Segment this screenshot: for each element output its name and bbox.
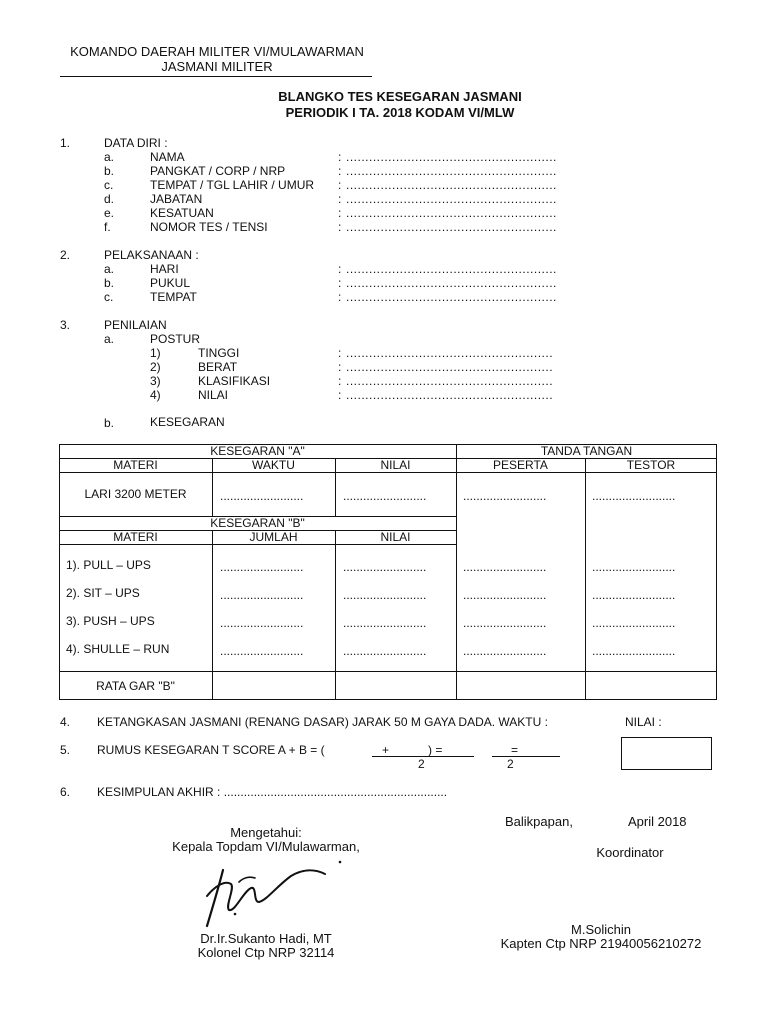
s1-label-jabatan: JABATAN <box>150 192 203 206</box>
sit-ups-nilai-field[interactable]: ......................... <box>343 588 427 602</box>
postur-number: 3) <box>150 374 161 388</box>
mengetahui-label: Mengetahui: <box>230 825 302 840</box>
header-nilai-b: NILAI <box>380 530 411 544</box>
s2-colon: : <box>338 290 342 304</box>
s1-colon: : <box>338 150 342 164</box>
section2-heading: PELAKSANAAN : <box>104 248 199 262</box>
postur-label-klasifikasi: KLASIFIKASI <box>198 374 271 388</box>
s1-field-nomor-tes[interactable]: ....................................................... <box>346 220 557 234</box>
table-rule <box>212 530 213 700</box>
formula-equals: = <box>511 743 519 757</box>
shuttle-run-nilai-field[interactable]: ......................... <box>343 644 427 658</box>
handwritten-signature <box>195 856 355 936</box>
s2-letter: b. <box>104 276 115 290</box>
s1-letter: c. <box>104 178 114 192</box>
s1-colon: : <box>338 206 342 220</box>
push-ups-jumlah-field[interactable]: ......................... <box>220 616 304 630</box>
push-ups-testor-sign[interactable]: ......................... <box>592 616 676 630</box>
section4-text: KETANGKASAN JASMANI (RENANG DASAR) JARAK 50 M GAYA DADA. WAKTU : <box>97 715 548 729</box>
postur-colon: : <box>338 346 342 360</box>
s3-label-kesegaran: KESEGARAN <box>150 415 225 429</box>
left-signer-name: Dr.Ir.Sukanto Hadi, MT <box>200 931 332 946</box>
s2-field-pukul[interactable]: ....................................................... <box>346 276 557 290</box>
s2-letter: a. <box>104 262 115 276</box>
postur-colon: : <box>338 374 342 388</box>
right-signer-rank: Kapten Ctp NRP 21940056210272 <box>500 936 702 951</box>
row-shuttle-run-label: 4). SHULLE – RUN <box>66 642 170 656</box>
section1-heading: DATA DIRI : <box>104 136 168 150</box>
s2-label-tempat: TEMPAT <box>150 290 197 304</box>
letterhead <box>58 44 376 74</box>
letterhead-underline <box>60 76 372 77</box>
koordinator-title: Koordinator <box>596 845 664 860</box>
pull-ups-jumlah-field[interactable]: ......................... <box>220 560 304 574</box>
s1-colon: : <box>338 164 342 178</box>
header-waktu: WAKTU <box>252 458 295 472</box>
postur-field-berat[interactable]: ...................................................... <box>346 360 554 374</box>
s1-field-nama[interactable]: ....................................................... <box>346 150 557 164</box>
shuttle-run-testor-sign[interactable]: ......................... <box>592 644 676 658</box>
s2-colon: : <box>338 262 342 276</box>
s1-colon: : <box>338 220 342 234</box>
postur-number: 4) <box>150 388 161 402</box>
s1-letter: a. <box>104 150 115 164</box>
sit-ups-peserta-sign[interactable]: ......................... <box>463 588 547 602</box>
section6-text: KESIMPULAN AKHIR : ................................................................... <box>97 785 448 799</box>
header-materi: MATERI <box>113 458 158 472</box>
pull-ups-testor-sign[interactable]: ......................... <box>592 560 676 574</box>
s3-letter-a: a. <box>104 332 115 346</box>
formula-close-equals: ) = <box>428 743 443 757</box>
s1-letter: d. <box>104 192 115 206</box>
sit-ups-jumlah-field[interactable]: ......................... <box>220 588 304 602</box>
row-lari-label: LARI 3200 METER <box>84 487 187 501</box>
section4-nilai-label: NILAI : <box>625 715 662 729</box>
header-tanda-tangan: TANDA TANGAN <box>540 444 633 458</box>
section5-formula-text: RUMUS KESEGARAN T SCORE A + B = ( <box>97 743 325 757</box>
postur-colon: : <box>338 388 342 402</box>
table-rule <box>59 544 456 545</box>
section3-number: 3. <box>60 318 71 332</box>
s1-field-pangkat[interactable]: ....................................................... <box>346 164 557 178</box>
letterhead-line2: JASMANI MILITER <box>161 59 273 74</box>
s1-field-jabatan[interactable]: ....................................................... <box>346 192 557 206</box>
section5-number: 5. <box>60 743 71 757</box>
postur-label-tinggi: TINGGI <box>198 346 240 360</box>
s2-letter: c. <box>104 290 114 304</box>
formula-denominator: 2 <box>418 757 425 771</box>
postur-label-nilai: NILAI <box>198 388 229 402</box>
lari-testor-sign[interactable]: ......................... <box>592 489 676 503</box>
table-rule <box>59 472 717 473</box>
s2-colon: : <box>338 276 342 290</box>
shuttle-run-peserta-sign[interactable]: ......................... <box>463 644 547 658</box>
s1-colon: : <box>338 178 342 192</box>
s2-field-hari[interactable]: ....................................................... <box>346 262 557 276</box>
header-peserta: PESERTA <box>493 458 548 472</box>
form-title: BLANGKO TES KESEGARAN JASMANI <box>278 89 522 104</box>
s1-letter: b. <box>104 164 115 178</box>
formula-denominator: 2 <box>507 757 514 771</box>
s1-field-tempat-tgl[interactable]: ....................................................... <box>346 178 557 192</box>
s1-label-nama: NAMA <box>150 150 185 164</box>
place-city: Balikpapan, <box>505 814 573 829</box>
push-ups-peserta-sign[interactable]: ......................... <box>463 616 547 630</box>
score-box[interactable] <box>621 737 712 770</box>
letterhead-line1: KOMANDO DAERAH MILITER VI/MULAWARMAN <box>70 44 364 59</box>
lari-waktu-field[interactable]: ......................... <box>220 489 304 503</box>
lari-nilai-field[interactable]: ......................... <box>343 489 427 503</box>
postur-field-klasifikasi[interactable]: ...................................................... <box>346 374 554 388</box>
row-pull-ups-label: 1). PULL – UPS <box>66 558 151 572</box>
section6-number: 6. <box>60 785 71 799</box>
pull-ups-peserta-sign[interactable]: ......................... <box>463 560 547 574</box>
header-materi-b: MATERI <box>113 530 158 544</box>
s1-label-nomor-tes: NOMOR TES / TENSI <box>150 220 268 234</box>
place-date: April 2018 <box>628 814 687 829</box>
postur-field-tinggi[interactable]: ...................................................... <box>346 346 554 360</box>
table-rule <box>59 671 717 672</box>
s1-field-kesatuan[interactable]: ....................................................... <box>346 206 557 220</box>
header-jumlah: JUMLAH <box>249 530 298 544</box>
lari-peserta-sign[interactable]: ......................... <box>463 489 547 503</box>
pull-ups-nilai-field[interactable]: ......................... <box>343 560 427 574</box>
postur-label-berat: BERAT <box>198 360 238 374</box>
right-signer-name: M.Solichin <box>571 922 631 937</box>
header-kesegaran-a: KESEGARAN "A" <box>210 444 305 458</box>
row-sit-ups-label: 2). SIT – UPS <box>66 586 140 600</box>
table-rule <box>335 530 336 700</box>
formula-fraction-line <box>492 756 560 757</box>
push-ups-nilai-field[interactable]: ......................... <box>343 616 427 630</box>
s1-label-tempat-tgl: TEMPAT / TGL LAHIR / UMUR <box>150 178 315 192</box>
s2-field-tempat[interactable]: ....................................................... <box>346 290 557 304</box>
header-testor: TESTOR <box>626 458 676 472</box>
header-nilai: NILAI <box>380 458 411 472</box>
s1-letter: f. <box>104 220 111 234</box>
s2-label-hari: HARI <box>150 262 179 276</box>
row-rata-gar-b-label: RATA GAR "B" <box>96 679 175 693</box>
kepala-topdam-title: Kepala Topdam VI/Mulawarman, <box>172 839 360 854</box>
formula-plus: + <box>382 743 390 757</box>
sit-ups-testor-sign[interactable]: ......................... <box>592 588 676 602</box>
s1-letter: e. <box>104 206 115 220</box>
section1-number: 1. <box>60 136 71 150</box>
form-subtitle: PERIODIK I TA. 2018 KODAM VI/MLW <box>285 105 515 120</box>
section4-number: 4. <box>60 715 71 729</box>
left-signer-rank: Kolonel Ctp NRP 32114 <box>197 945 335 960</box>
s2-label-pukul: PUKUL <box>150 276 191 290</box>
s3-label-postur: POSTUR <box>150 332 201 346</box>
section3-heading: PENILAIAN <box>104 318 167 332</box>
postur-field-nilai[interactable]: ...................................................... <box>346 388 554 402</box>
s1-label-kesatuan: KESATUAN <box>150 206 214 220</box>
postur-number: 1) <box>150 346 161 360</box>
postur-colon: : <box>338 360 342 374</box>
section2-number: 2. <box>60 248 71 262</box>
s3-letter-b: b. <box>104 416 115 430</box>
table-rule <box>585 458 586 700</box>
row-push-ups-label: 3). PUSH – UPS <box>66 614 155 628</box>
s1-colon: : <box>338 192 342 206</box>
shuttle-run-jumlah-field[interactable]: ......................... <box>220 644 304 658</box>
table-rule <box>456 444 457 700</box>
s1-label-pangkat: PANGKAT / CORP / NRP <box>150 164 286 178</box>
postur-number: 2) <box>150 360 161 374</box>
header-kesegaran-b: KESEGARAN "B" <box>210 516 305 530</box>
